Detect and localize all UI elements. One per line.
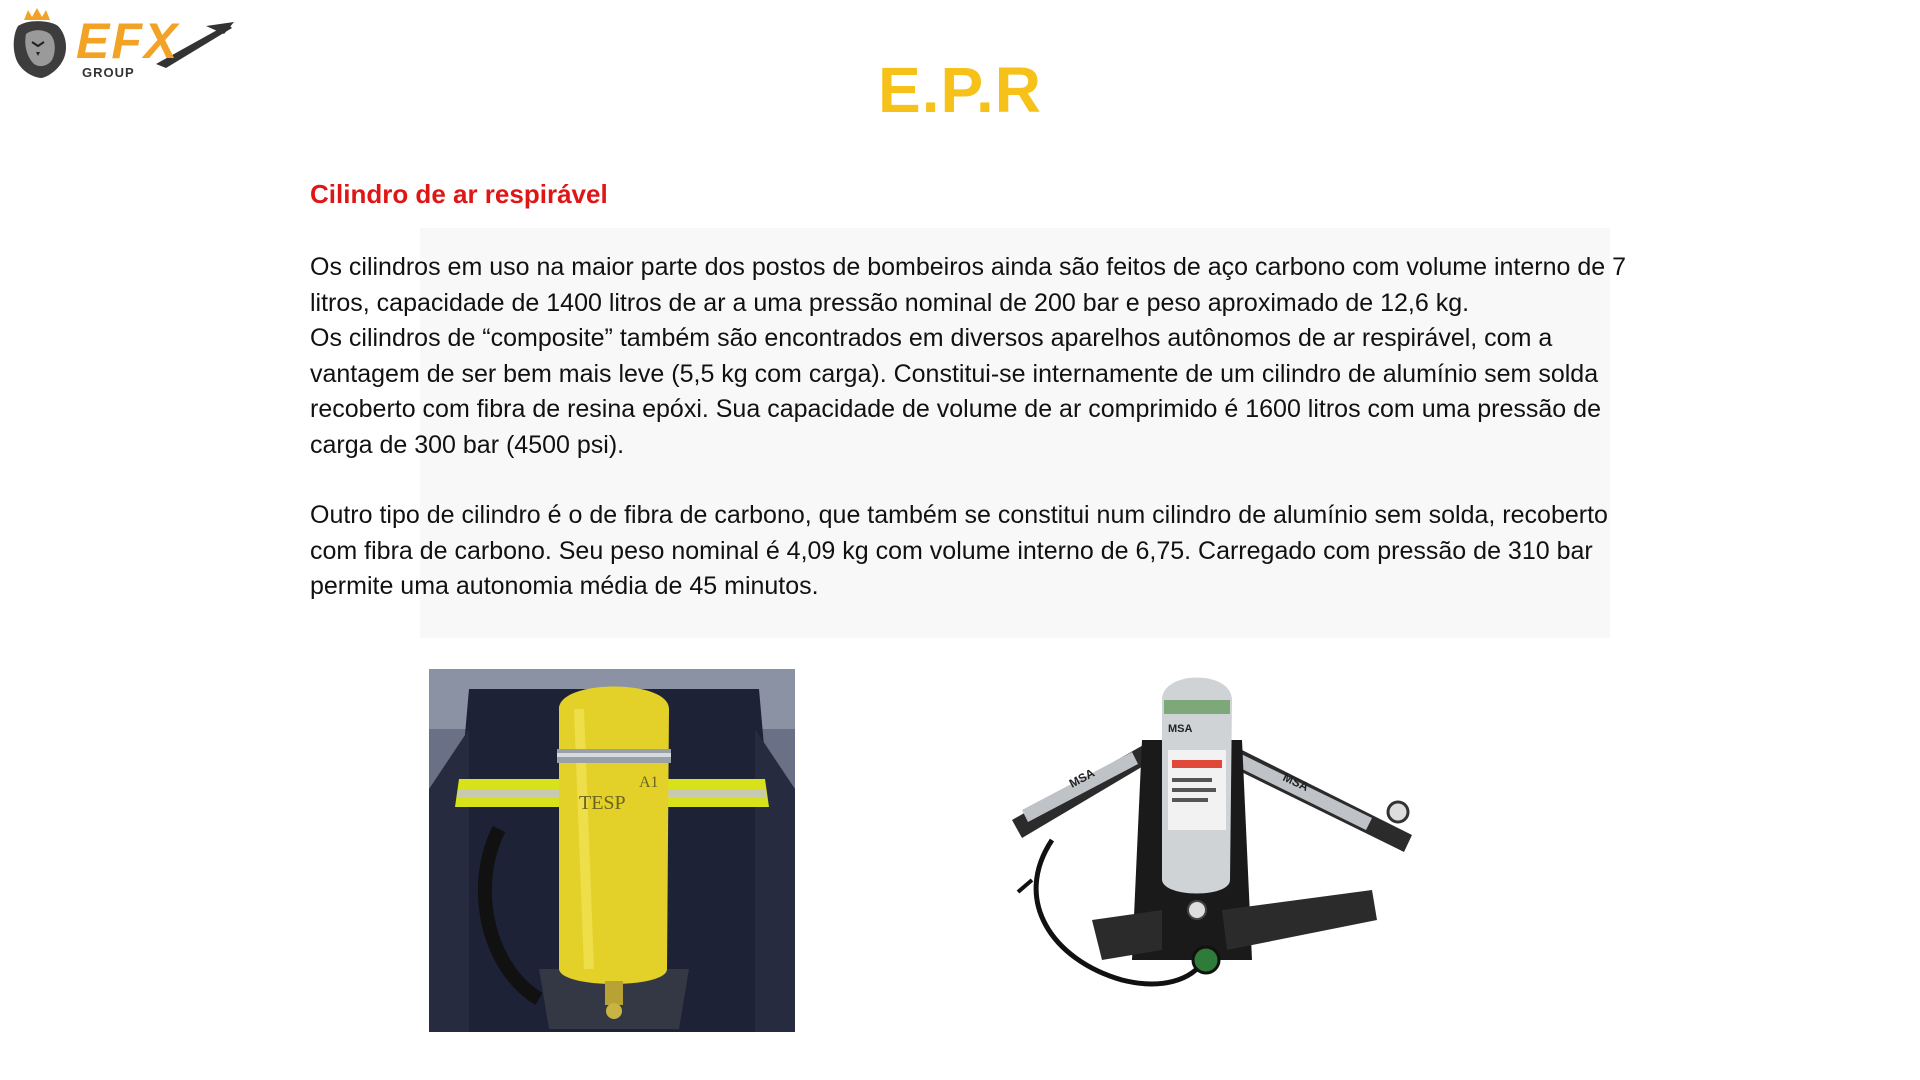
body-text xyxy=(310,250,1630,605)
logo-subtext: GROUP xyxy=(82,65,135,80)
paragraph-gap xyxy=(310,463,1630,498)
paragraph-carbon-fiber-cylinder: Outro tipo de cilindro é o de fibra de carbono, que também se constitui num cilindro de alumínio sem solda, recoberto com fibra de carbono. Seu peso nominal é 4,09 kg com volume interno de 6,75. Carregado com pressão de 310 bar permite uma autonomia média de 45 minutos. xyxy=(310,501,1608,600)
paragraph-steel-cylinder: Os cilindros em uso na maior parte dos postos de bombeiros ainda são feitos de aço carbono com volume interno de 7 litros, capacidade de 1400 litros de ar a uma pressão nominal de 200 bar e peso aproximado de 12,6 kg. xyxy=(310,253,1627,317)
logo-wordmark: EFX xyxy=(76,13,180,69)
svg-text:MSA: MSA xyxy=(1280,770,1311,794)
svg-text:A1: A1 xyxy=(639,774,659,791)
slide-title: E.P.R xyxy=(878,54,1042,126)
breathing-apparatus-photo xyxy=(832,660,1428,1040)
paragraph-composite-cylinder: Os cilindros de “composite” também são encontrados em diversos aparelhos autônomos de ar respirável, com a vantagem de ser bem mais leve (5,5 kg com carga). Constitui-se internamente de um cilindro de alumínio sem solda recoberto com fibra de resina epóxi. Sua capacidade de volume de ar comprimido é 1600 litros com uma pressão de carga de 300 bar (4500 psi). xyxy=(310,324,1601,459)
firefighter-cylinder-photo xyxy=(429,669,795,1032)
svg-text:MSA: MSA xyxy=(1066,765,1097,791)
slide-subtitle: Cilindro de ar respirável xyxy=(310,179,608,209)
firefighter-yellow-cylinder-photo xyxy=(429,669,795,1032)
breathing-apparatus-harness-photo xyxy=(832,660,1428,1040)
svg-text:MSA: MSA xyxy=(1168,723,1193,735)
svg-text:TESP: TESP xyxy=(579,792,626,814)
